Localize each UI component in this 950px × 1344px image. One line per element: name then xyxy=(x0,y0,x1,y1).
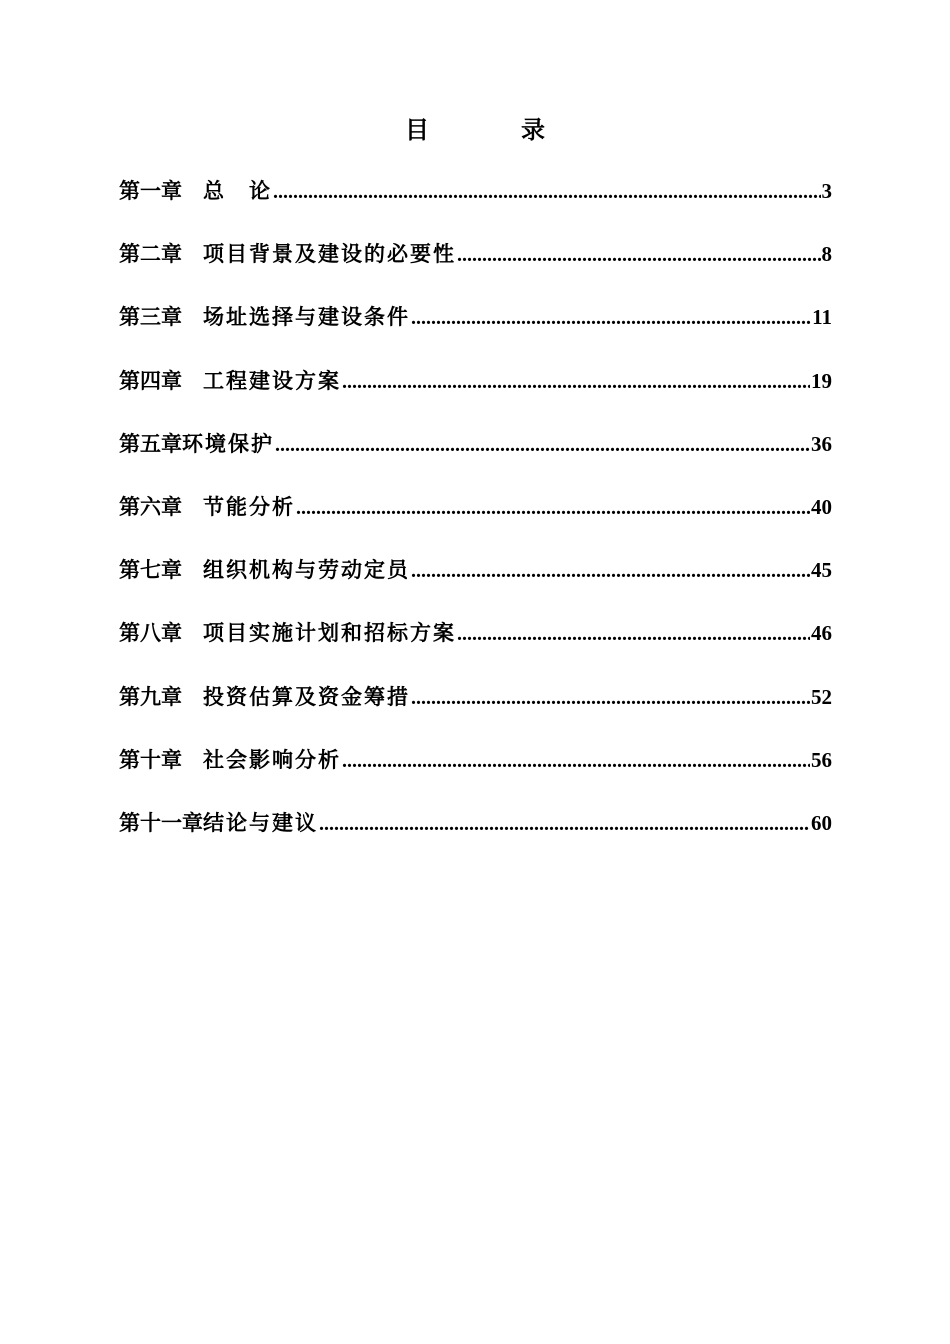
toc-heading: 工程建设方案 xyxy=(203,367,341,393)
toc-page-number: 19 xyxy=(811,368,832,393)
toc-entry-8[interactable] xyxy=(119,614,832,677)
toc-entry-4[interactable] xyxy=(119,362,832,425)
toc-chapter-number: 第一章 xyxy=(119,178,182,203)
toc-heading: 组织机构与劳动定员 xyxy=(203,557,410,583)
toc-entry-5[interactable] xyxy=(119,425,832,488)
toc-gap xyxy=(182,614,203,652)
toc-entry-10[interactable] xyxy=(119,741,832,804)
toc-title: 目 录 xyxy=(405,115,579,144)
toc-dot-leader xyxy=(457,236,821,274)
toc-page-number: 56 xyxy=(811,747,832,772)
toc-chapter-number: 第八章 xyxy=(119,620,182,646)
toc-dot-leader xyxy=(342,363,810,401)
toc-dot-leader xyxy=(296,489,810,527)
toc-chapter-number: 第四章 xyxy=(119,367,182,393)
toc-page-number: 36 xyxy=(811,431,832,456)
toc-gap xyxy=(182,678,203,716)
toc-heading: 社会影响分析 xyxy=(203,746,341,772)
toc-dot-leader xyxy=(342,742,810,780)
toc-heading: 场址选择与建设条件 xyxy=(203,304,410,330)
toc-entry-3[interactable] xyxy=(119,298,832,361)
toc-chapter-number: 第五章 xyxy=(119,430,182,456)
toc-heading: 节能分析 xyxy=(203,493,295,519)
toc-heading: 投资估算及资金筹措 xyxy=(203,683,410,709)
toc-heading: 环境保护 xyxy=(182,430,274,456)
toc-heading: 项目背景及建设的必要性 xyxy=(203,241,456,267)
toc-page-number: 60 xyxy=(811,810,832,835)
toc-dot-leader xyxy=(411,679,810,717)
toc-page-number: 45 xyxy=(811,558,832,583)
toc-heading: 总 论 xyxy=(203,178,272,203)
toc-chapter-number: 第七章 xyxy=(119,557,182,583)
toc-page-number: 40 xyxy=(811,494,832,519)
toc-gap xyxy=(182,298,203,336)
toc-entry-11[interactable] xyxy=(119,804,832,867)
toc-dot-leader xyxy=(411,552,810,590)
toc-gap xyxy=(182,235,203,273)
toc-chapter-number: 第三章 xyxy=(119,304,182,330)
toc-gap xyxy=(182,551,203,589)
toc-entry-1[interactable] xyxy=(119,172,832,235)
toc-page-number: 52 xyxy=(811,684,832,709)
toc-dot-leader xyxy=(411,299,811,337)
toc-dot-leader xyxy=(275,426,810,464)
toc-gap xyxy=(182,488,203,526)
toc-dot-leader xyxy=(273,173,821,211)
toc-dot-leader xyxy=(319,805,810,843)
toc-dot-leader xyxy=(457,615,810,653)
toc-gap xyxy=(182,741,203,779)
toc-chapter-number: 第二章 xyxy=(119,241,182,267)
toc-chapter-number: 第十章 xyxy=(119,746,182,772)
toc-page-number: 11 xyxy=(812,305,832,330)
toc-entry-7[interactable] xyxy=(119,551,832,614)
toc-entry-2[interactable] xyxy=(119,235,832,298)
toc-heading: 项目实施计划和招标方案 xyxy=(203,620,456,646)
toc-entry-9[interactable] xyxy=(119,678,832,741)
toc-list xyxy=(119,172,832,867)
toc-page-number: 46 xyxy=(811,621,832,646)
toc-gap xyxy=(182,362,203,400)
toc-page-number: 3 xyxy=(821,179,832,203)
toc-entry-6[interactable] xyxy=(119,488,832,551)
toc-gap xyxy=(182,172,203,210)
toc-chapter-number: 第九章 xyxy=(119,683,182,709)
toc-heading: 结论与建议 xyxy=(203,809,318,835)
toc-chapter-number: 第十一章 xyxy=(119,809,203,835)
toc-page-number: 8 xyxy=(821,242,832,267)
toc-chapter-number: 第六章 xyxy=(119,493,182,519)
